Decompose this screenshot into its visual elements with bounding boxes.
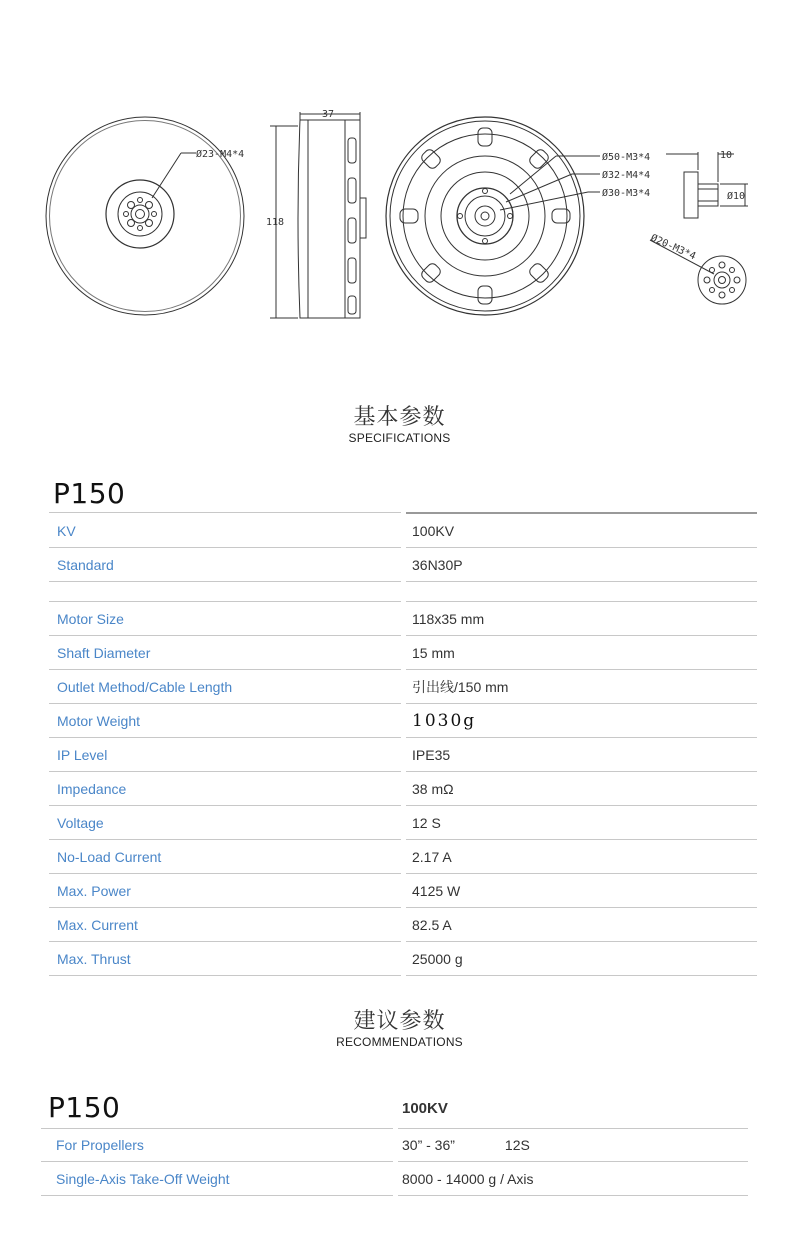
recommendations-model-name: P150: [48, 1091, 121, 1124]
spec-label: Motor Size: [49, 602, 401, 636]
spec-row-motor-size: [49, 602, 757, 636]
spacer-left: [49, 582, 401, 602]
spec-value: 118x35 mm: [406, 602, 757, 636]
spec-label: Standard: [49, 548, 401, 582]
spec-value: 82.5 A: [406, 908, 757, 942]
spec-row-max-power: [49, 874, 757, 908]
side-view: [270, 112, 366, 318]
spec-row-voltage: [49, 806, 757, 840]
spec-row-kv: [49, 514, 757, 548]
recommendations-title-zh: 建议参数: [353, 1009, 446, 1034]
spec-row-standard: [49, 548, 757, 582]
spec-row-ip-level: [49, 738, 757, 772]
spec-label: KV: [49, 514, 401, 548]
dim-height-label: 118: [266, 217, 285, 228]
specs-model-name: P150: [53, 477, 126, 510]
spec-label: Motor Weight: [49, 704, 401, 738]
specs-heading: [0, 405, 799, 445]
spec-value: 38 mΩ: [406, 772, 757, 806]
spec-value: IPE35: [406, 738, 757, 772]
spec-value: 引出线/150 mm: [406, 670, 757, 704]
motor-drawing-svg: [0, 90, 799, 340]
shaft-detail: [666, 152, 748, 218]
back-view: [386, 117, 600, 315]
rec-label: For Propellers: [41, 1128, 393, 1162]
spec-value: 12 S: [406, 806, 757, 840]
rec-value-extra: 12S: [504, 1136, 530, 1153]
spacer-right: [406, 582, 757, 602]
dim-back-label-3: Ø30-M3*4: [602, 188, 651, 199]
rec-label: Single-Axis Take-Off Weight: [41, 1162, 393, 1196]
spec-row-impedance: [49, 772, 757, 806]
spec-label: Max. Power: [49, 874, 401, 908]
spec-row-shaft-diameter: [49, 636, 757, 670]
spec-value: 36N30P: [406, 548, 757, 582]
dim-shaft-length-label: 10: [720, 150, 733, 161]
spec-value: 25000 g: [406, 942, 757, 976]
spec-value: 2.17 A: [406, 840, 757, 874]
dim-back-label-1: Ø50-M3*4: [602, 152, 651, 163]
spec-label: IP Level: [49, 738, 401, 772]
specs-title-zh: 基本参数: [353, 405, 446, 430]
spec-value: 100KV: [406, 514, 757, 548]
spec-row-max-current: [49, 908, 757, 942]
motor-drawing: [0, 90, 799, 340]
spec-label: Voltage: [49, 806, 401, 840]
specs-title-en: SPECIFICATIONS: [348, 431, 451, 445]
dim-width-label: 37: [322, 109, 335, 120]
front-view: [46, 117, 244, 315]
spec-value: 4125 W: [406, 874, 757, 908]
rec-row-takeoff-weight: [41, 1162, 748, 1196]
spec-label: Impedance: [49, 772, 401, 806]
rec-row-propellers: [41, 1128, 748, 1162]
rec-value-cell: [398, 1128, 748, 1162]
spec-row-no-load-current: [49, 840, 757, 874]
rec-value: 30” - 36”: [402, 1136, 455, 1153]
spec-label: No-Load Current: [49, 840, 401, 874]
dim-front-label: Ø23-M4*4: [196, 149, 245, 160]
dim-back-label-2: Ø32-M4*4: [602, 170, 651, 181]
spec-row-outlet-method: [49, 670, 757, 704]
recommendations-title-en: RECOMMENDATIONS: [336, 1035, 463, 1049]
spec-row-max-thrust: [49, 942, 757, 976]
dim-adapter-label: Ø20-M3*4: [648, 232, 698, 263]
spec-row-motor-weight: [49, 704, 757, 738]
rec-value: 8000 - 14000 g / Axis: [398, 1162, 748, 1196]
recommendations-heading: [0, 1009, 799, 1049]
spec-row-spacer: [49, 582, 757, 602]
specs-top-divider-left: [49, 512, 401, 513]
recommendations-table: [41, 1128, 748, 1196]
spec-label: Max. Current: [49, 908, 401, 942]
spec-value: 1030g: [406, 704, 757, 738]
spec-label: Outlet Method/Cable Length: [49, 670, 401, 704]
spec-label: Max. Thrust: [49, 942, 401, 976]
recommendations-kv: 100KV: [402, 1100, 448, 1117]
dim-shaft-diameter-label: Ø10: [727, 191, 746, 202]
spec-value: 15 mm: [406, 636, 757, 670]
specs-table: [49, 514, 757, 976]
spec-label: Shaft Diameter: [49, 636, 401, 670]
